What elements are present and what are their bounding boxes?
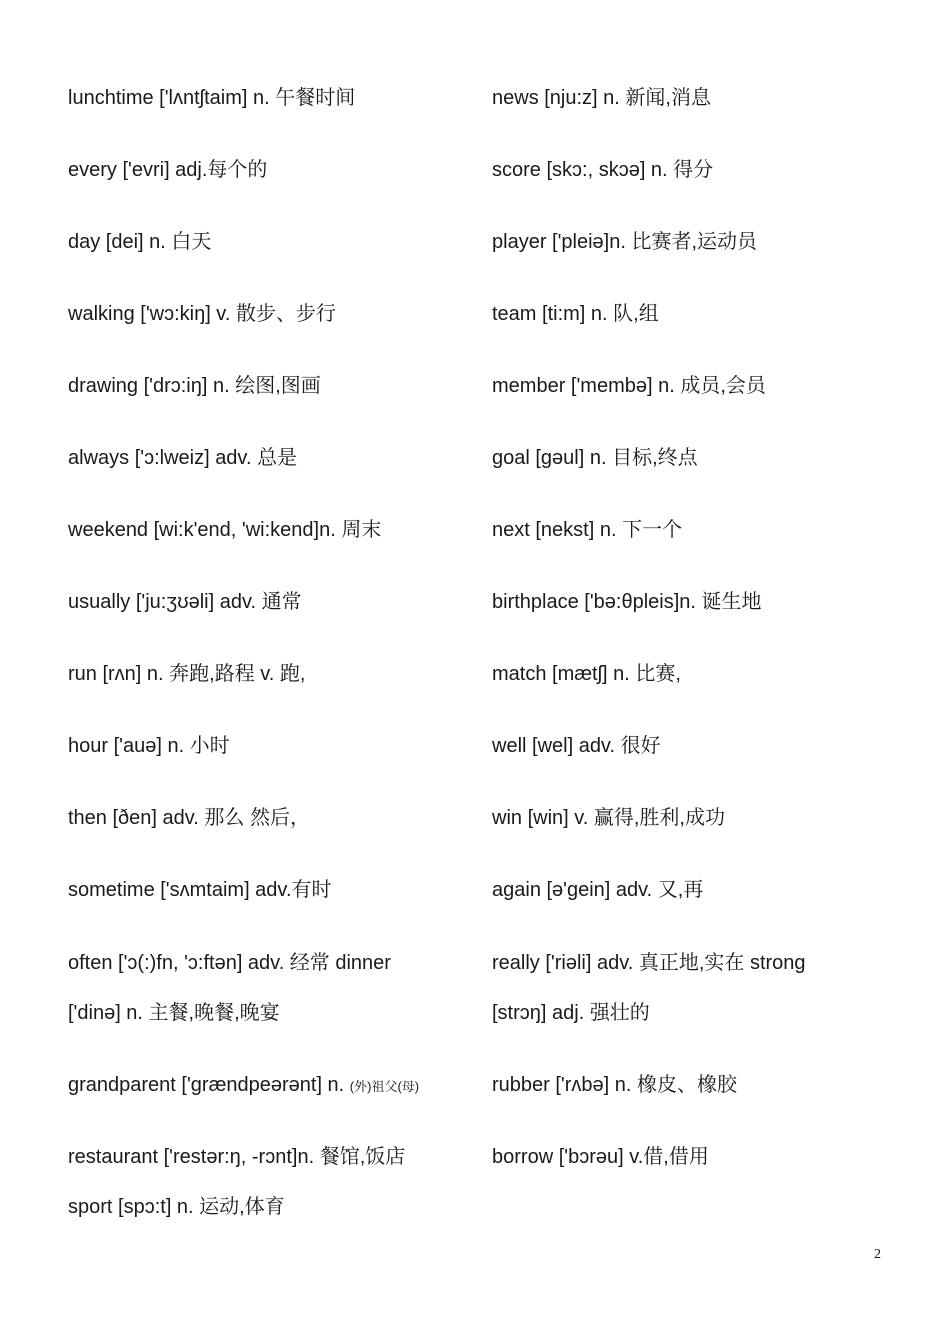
entry-line: sport [spɔ:t] n. 运动,体育 [68,1196,285,1218]
entry-line: weekend [wi:k'end, 'wi:kend]n. 周末 [68,519,382,541]
entry-line: run [rʌn] n. 奔跑,路程 v. 跑, [68,663,306,685]
entry-line: goal [gəul] n. 目标,终点 [492,447,698,469]
entry-line: player ['pleiə]n. 比赛者,运动员 [492,231,758,253]
entry-line: borrow ['bɔrəu] v.借,借用 [492,1146,709,1168]
entry-line: usually ['ju:ʒʊəli] adv. 通常 [68,591,302,613]
entry-line: rubber ['rʌbə] n. 橡皮、橡胶 [492,1074,737,1096]
entry-line: ['dinə] n. 主餐,晚餐,晚宴 [68,1002,280,1024]
vocab-entry [68,505,478,555]
entry-line: then [ðen] adv. 那么 然后， [68,807,310,829]
entry-line: sometime ['sʌmtaim] adv.有时 [68,879,332,901]
entry-line: really ['riəli] adv. 真正地,实在 strong [492,952,806,974]
entry-line: grandparent ['grændpeərənt] n. [68,1074,350,1096]
entry-line: member ['membə] n. 成员,会员 [492,375,766,397]
vocab-entry [68,1060,478,1112]
entry-line: birthplace ['bə:θpleis]n. 诞生地 [492,591,762,613]
vocab-entry [492,577,892,627]
entry-line: always ['ɔ:lweiz] adv. 总是 [68,447,298,469]
vocab-entry [492,1060,892,1110]
vocab-entry [492,505,892,555]
entry-line: day [dei] n. 白天 [68,231,212,253]
vocab-entry [68,1132,478,1232]
entry-line: hour ['auə] n. 小时 [68,735,230,757]
vocab-entry [492,361,892,411]
vocab-entry [68,361,478,411]
vocab-entry [68,793,478,843]
vocab-entry [68,217,478,267]
entry-line: [strɔŋ] adj. 强壮的 [492,1002,650,1024]
vocab-entry [492,1132,892,1182]
vocab-entry [68,73,478,123]
entry-line: news [nju:z] n. 新闻,消息 [492,87,711,109]
vocab-entry [492,73,892,123]
vocab-entry [68,145,478,195]
vocab-entry [492,721,892,771]
vocab-entry [68,289,478,339]
entry-line: team [ti:m] n. 队,组 [492,303,659,325]
entry-line: lunchtime ['lʌntʃtaim] n. 午餐时间 [68,87,356,109]
vocab-entry [68,938,478,1038]
entry-line: win [win] v. 赢得,胜利,成功 [492,807,725,829]
entry-line: walking ['wɔ:kiŋ] v. 散步、步行 [68,303,336,325]
vocab-entry [492,217,892,267]
entry-line: next [nekst] n. 下一个 [492,519,683,541]
vocab-entry [492,793,892,843]
entry-line: restaurant ['restər:ŋ, -rɔnt]n. 餐馆,饭店 [68,1146,406,1168]
entry-line: drawing ['drɔ:iŋ] n. 绘图,图画 [68,375,321,397]
vocab-entry [492,433,892,483]
vocab-entry [68,865,478,915]
vocab-entry [492,289,892,339]
vocab-entry [68,721,478,771]
vocab-entry [68,433,478,483]
entry-line: every ['evri] adj.每个的 [68,159,268,181]
entry-line: match [mætʃ] n. 比赛, [492,663,681,685]
entry-line: score [skɔ:, skɔə] n. 得分 [492,159,714,181]
vocab-entry [68,649,478,699]
vocab-entry [492,865,892,915]
vocab-entry [492,649,892,699]
entry-line: again [ə'gein] adv. 又,再 [492,879,704,901]
vocab-entry [492,145,892,195]
entry-line: often ['ɔ(:)fn, 'ɔ:ftən] adv. 经常 dinner [68,952,391,974]
page-number: 2 [874,1247,881,1262]
entry-line: well [wel] adv. 很好 [492,735,661,757]
entry-small-text: (外)祖父(母) [349,1079,420,1094]
vocab-entry [492,938,892,1038]
vocab-entry [68,577,478,627]
